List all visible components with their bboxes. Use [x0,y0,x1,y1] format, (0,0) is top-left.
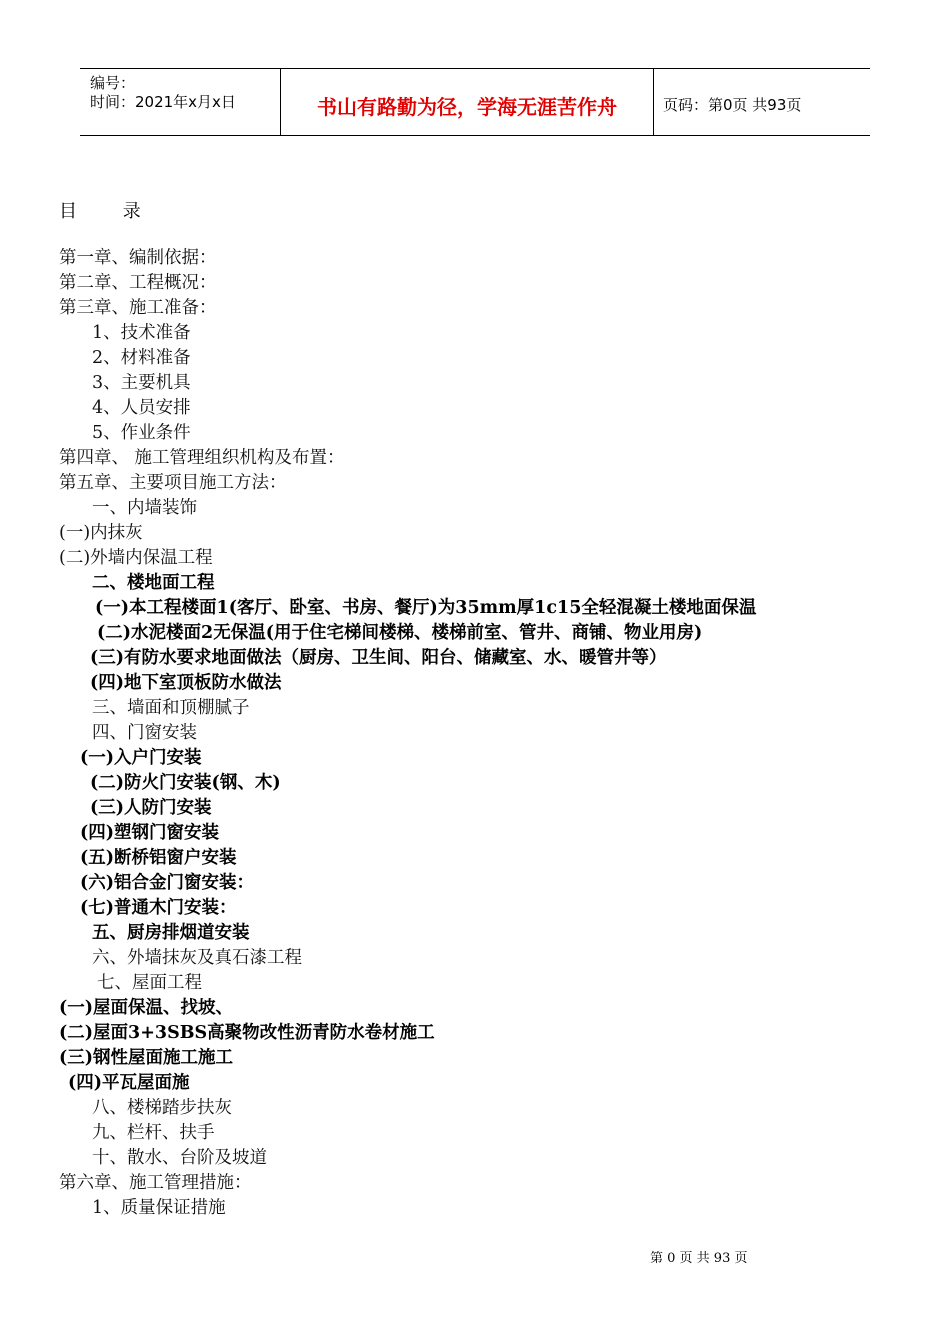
toc-entry: (三)人防门安装 [90,798,212,818]
toc-title: 目 录 [59,201,141,222]
toc-entry: 九、栏杆、扶手 [92,1123,215,1143]
toc-entry: 二、楼地面工程 [92,573,215,593]
toc-entry: (三)有防水要求地面做法（厨房、卫生间、阳台、储藏室、水、暖管井等） [90,648,667,668]
header-info-cell [80,69,281,135]
toc-entry: (五)断桥铝窗户安装 [80,848,237,868]
toc-entry: 十、散水、台阶及坡道 [92,1148,267,1168]
toc-entry: 第二章、工程概况： [59,273,217,293]
toc-entry: 三、墙面和顶棚腻子 [92,698,250,718]
toc-entry: 四、门窗安装 [92,723,197,743]
toc-entry: (二)防火门安装(钢、木) [90,773,281,793]
header-motto-cell [281,69,654,135]
toc-entry: (三)钢性屋面施工施工 [59,1048,234,1068]
toc-entry: 第六章、施工管理措施： [59,1173,252,1193]
toc-entry: 4、人员安排 [92,398,191,418]
toc-entry: (六)铝合金门窗安装： [80,873,255,893]
header-page-cell [654,69,870,135]
toc-entry: (二)水泥楼面2无保温(用于住宅梯间楼梯、楼梯前室、管井、商铺、物业用房) [97,623,703,643]
toc-entry: 八、楼梯踏步扶灰 [92,1098,232,1118]
toc-entry: 第四章、 施工管理组织机构及布置： [59,448,345,468]
toc-entry: 一、内墙装饰 [92,498,197,518]
toc-entry: (一)入户门安装 [80,748,202,768]
toc-entry: (四)地下室顶板防水做法 [90,673,282,693]
document-header [80,68,870,136]
toc-entry: (一)内抹灰 [59,523,143,543]
toc-entry: 第一章、编制依据： [59,248,217,268]
toc-entry: 五、厨房排烟道安装 [92,923,250,943]
header-date-label: 时间：2021年x月x日 [90,93,236,111]
toc-entry: (二)屋面3+3SBS高聚物改性沥青防水卷材施工 [59,1023,435,1043]
toc-entry: 七、屋面工程 [97,973,202,993]
toc-entry: (一)屋面保温、找坡、 [59,998,234,1018]
toc-entry: 5、作业条件 [92,423,191,443]
header-page-code: 页码：第0页 共93页 [663,96,802,114]
toc-entry: 3、主要机具 [92,373,191,393]
toc-entry: 六、外墙抹灰及真石漆工程 [92,948,302,968]
toc-entry: 第五章、主要项目施工方法： [59,473,287,493]
toc-entry: 1、质量保证措施 [92,1198,226,1218]
toc-entry: 第三章、施工准备： [59,298,217,318]
header-number-label: 编号： [90,74,136,92]
toc-entry: (七)普通木门安装： [80,898,237,918]
toc-entry: 1、技术准备 [92,323,191,343]
toc-entry: (一)本工程楼面1(客厅、卧室、书房、餐厅)为35mm厚1c15全轻混凝土楼地面保温 [95,598,757,618]
toc-entry: (二)外墙内保温工程 [59,548,213,568]
toc-entry: (四)塑钢门窗安装 [80,823,220,843]
page-footer: 第 0 页 共 93 页 [650,1251,748,1266]
header-motto: 书山有路勤为径，学海无涯苦作舟 [317,95,617,119]
table-of-contents [0,246,950,1221]
toc-entry: 2、材料准备 [92,348,191,368]
toc-entry: (四)平瓦屋面施 [68,1073,190,1093]
